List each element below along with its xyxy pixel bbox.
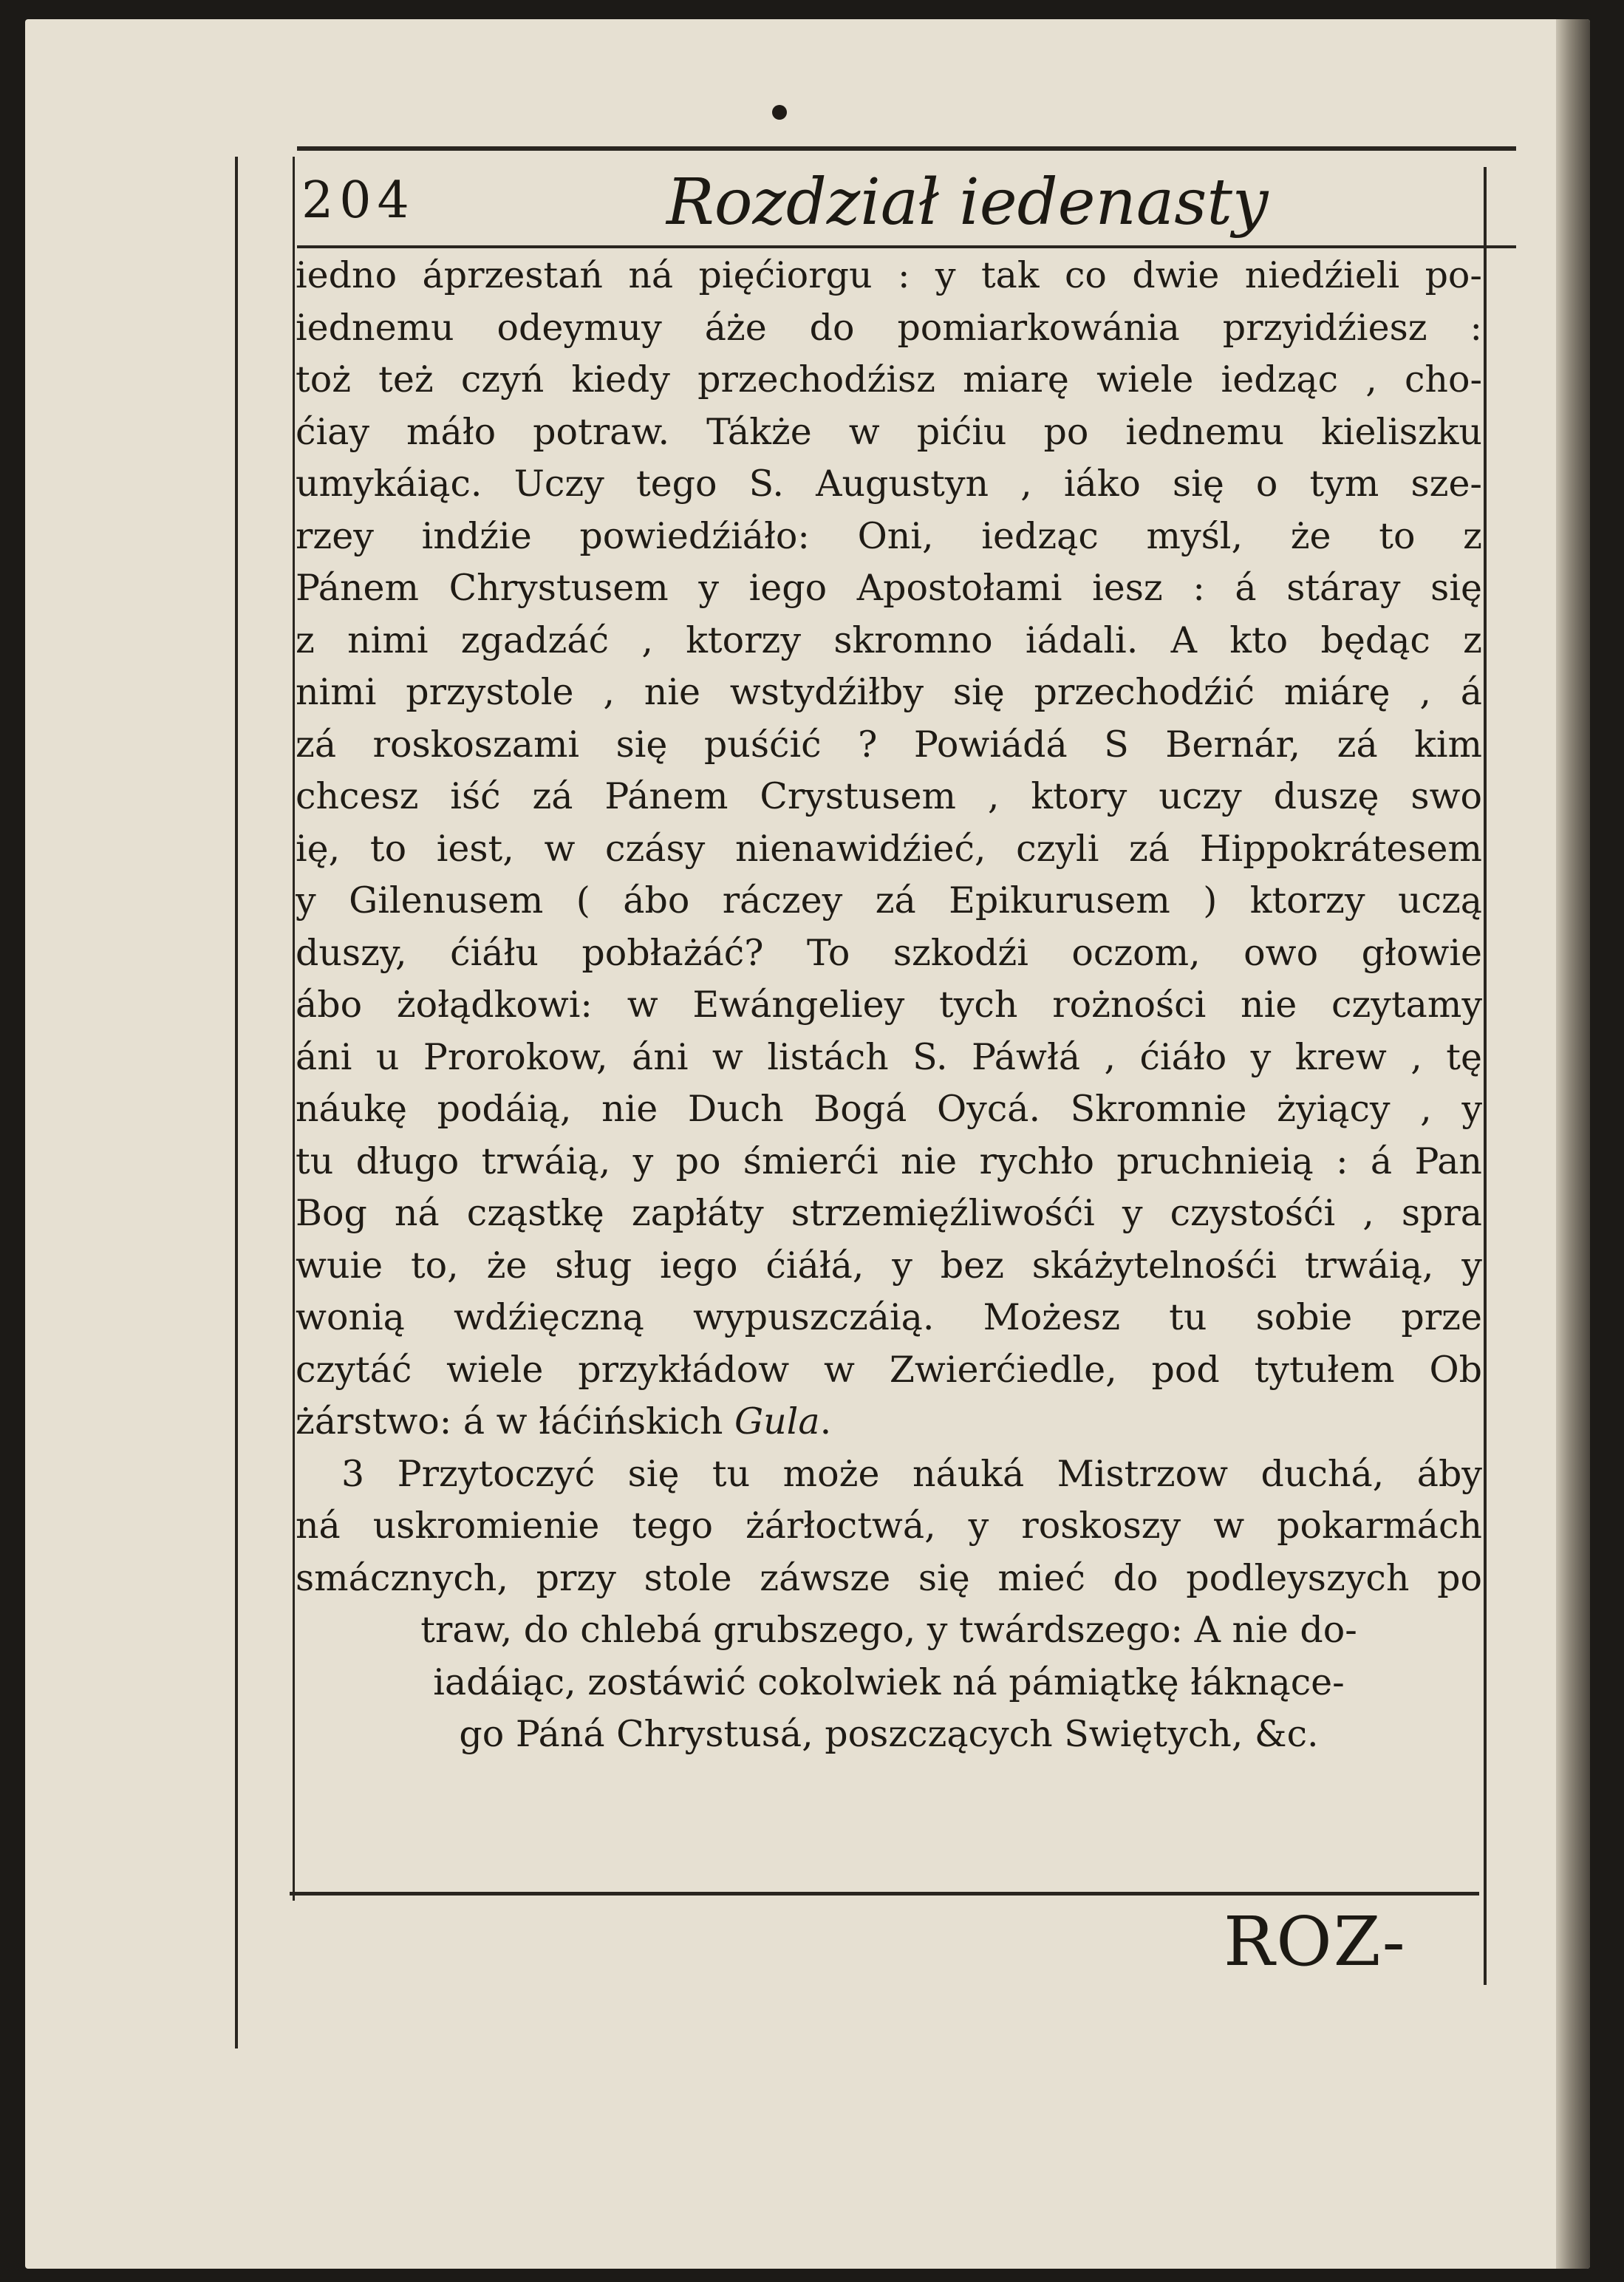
text-line: ábo żołądkowi: w Ewángeliey tych rożności nie czytamy <box>296 984 1482 1026</box>
text-line: ná uskromienie tego żárłoctwá, y roskoszy w pokarmách <box>296 1505 1482 1547</box>
text-line: nimi przystole , nie wstydźiłby się przechodźić miárę , á <box>296 671 1482 713</box>
text-line: traw, do chlebá grubszego, y twárdszego: A nie do- <box>420 1609 1357 1651</box>
text-line: umykáiąc. Uczy tego S. Augustyn , iáko się o tym sze- <box>296 463 1482 505</box>
text-line: czytáć wiele przykłádow w Zwierćiedle, pod tytułem Ob <box>296 1348 1482 1391</box>
text-line: tu długo trwáią, y po śmierći nie rychło pruchnieią : á Pan <box>296 1140 1482 1182</box>
text-line: iedno áprzestań ná pięćiorgu : y tak co dwie niedźieli po- <box>296 254 1482 296</box>
text-line: zá roskoszami się puśćić ? Powiádá S Bernár, zá kim <box>296 723 1482 766</box>
body-text <box>296 250 1482 1761</box>
ink-dot <box>772 105 787 120</box>
header-rule <box>297 245 1516 248</box>
top-rule <box>297 146 1516 151</box>
text-line: y Gilenusem ( ábo ráczey zá Epikurusem ) ktorzy uczą <box>296 879 1482 922</box>
text-line: wonią wdźięczną wypuszczáią. Możesz tu sobie prze <box>296 1296 1482 1338</box>
book-gutter <box>1556 19 1590 2269</box>
text-line: náukę podáią, nie Duch Bogá Oycá. Skromnie żyiący , y <box>296 1088 1482 1130</box>
text-line: Bog ná cząstkę zapłáty strzemięźliwośći y czystośći , spra <box>296 1192 1482 1234</box>
text-line: Pánem Chrystusem y iego Apostołami iesz : á stáray się <box>296 567 1482 609</box>
running-title: Rozdział iedenasty <box>666 166 1269 239</box>
text-line: 3 Przytoczyć się tu może náuká Mistrzow duchá, áby <box>341 1452 1482 1495</box>
bottom-rule <box>290 1892 1479 1896</box>
text-line: ćiay máło potraw. Tákże w pićiu po iednemu kieliszku <box>296 410 1482 453</box>
page-header <box>297 160 1484 242</box>
text-line: chcesz iść zá Pánem Crystusem , ktory uczy duszę swo <box>296 775 1482 817</box>
text-line: rzey indźie powiedźiáło: Oni, iedząc myśl, że to z <box>296 514 1482 557</box>
catchword: ROZ- <box>1224 1902 1407 1981</box>
text-line: z nimi zgadzáć , ktorzy skromno iádali. A kto będąc z <box>296 619 1482 661</box>
text-line: áni u Prorokow, áni w listách S. Páwłá , ćiáło y krew , tę <box>296 1035 1482 1078</box>
latin-word: Gula <box>734 1400 820 1443</box>
text-line: żárstwo: á w łáćińskich Gula. <box>296 1400 832 1443</box>
text-line: iadáiąc, zostáwić cokolwiek ná pámiątkę łáknące- <box>433 1661 1345 1703</box>
page-number: 204 <box>301 171 415 230</box>
text-line: wuie to, że sług iego ćiáłá, y bez skáżytelnośći trwáią, y <box>296 1244 1482 1287</box>
right-rule <box>1484 167 1487 1985</box>
left-outer-rule <box>235 157 238 2048</box>
text-line: go Páná Chrystusá, poszczących Swiętych, &c. <box>459 1713 1319 1755</box>
text-line: duszy, ćiáłu pobłażáć? To szkodźi oczom, owo głowie <box>296 931 1482 974</box>
text-line: smácznych, przy stole záwsze się mieć do podleyszych po <box>296 1556 1482 1599</box>
text-line: toż też czyń kiedy przechodźisz miarę wiele iedząc , cho- <box>296 358 1482 401</box>
text-line: ię, to iest, w czásy nienawidźieć, czyli zá Hippokrátesem <box>296 827 1482 870</box>
text-line: iednemu odeymuy áże do pomiarkowánia przyidźiesz : <box>296 306 1482 349</box>
left-inner-rule <box>293 157 295 1901</box>
